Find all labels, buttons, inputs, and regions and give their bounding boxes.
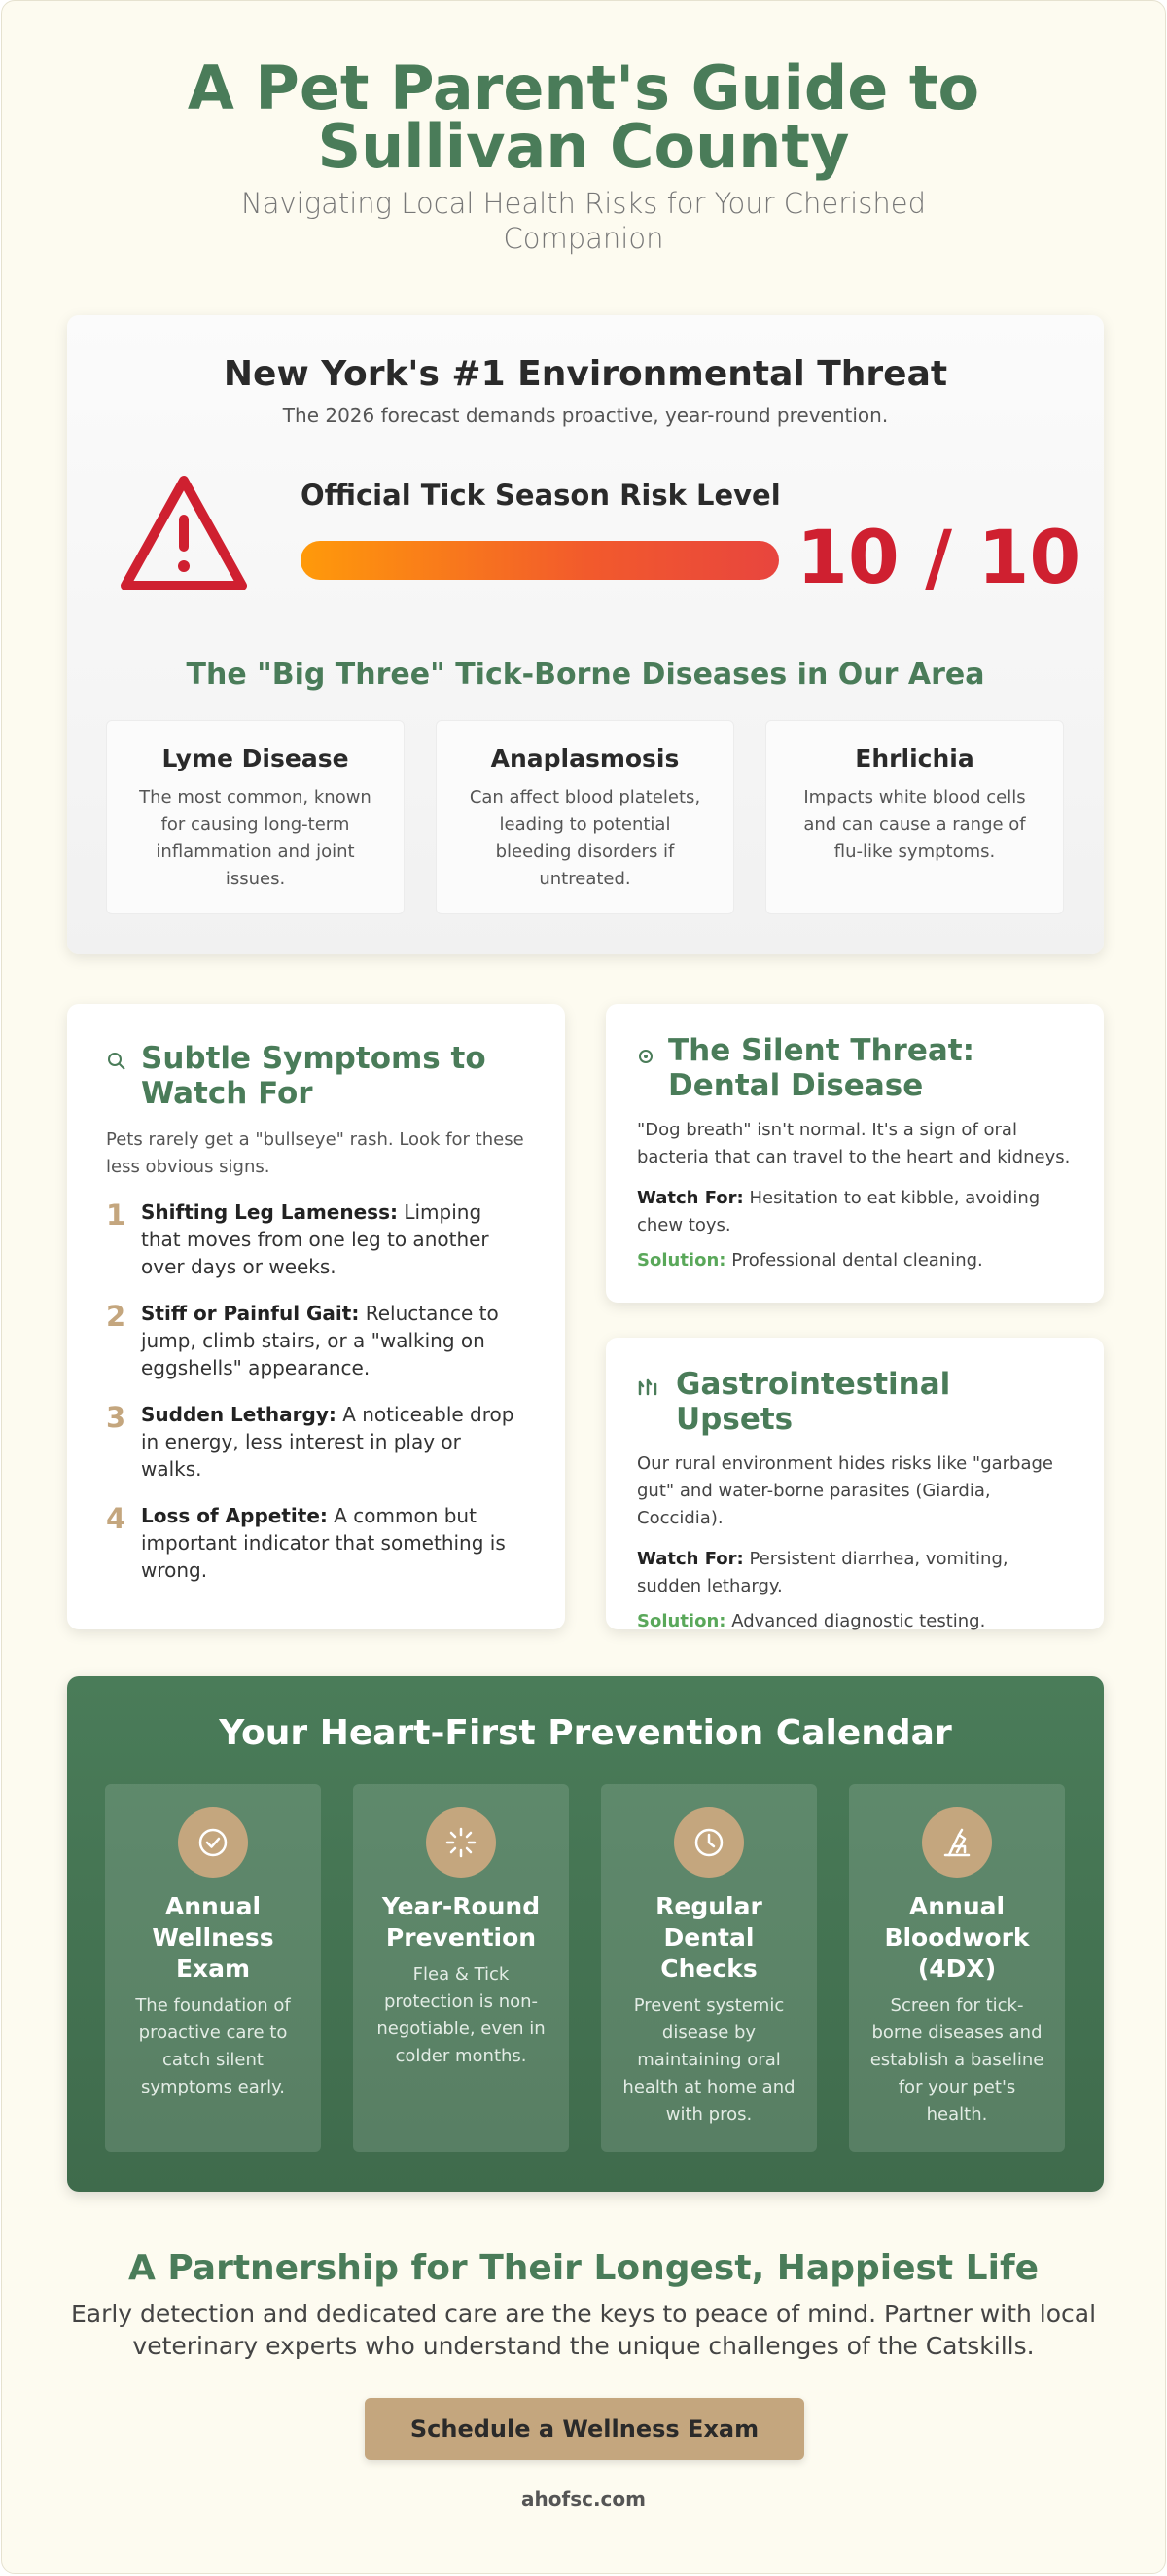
symptom-name: Shifting Leg Lameness: bbox=[141, 1200, 398, 1224]
calendar-title: Your Heart-First Prevention Calendar bbox=[219, 1713, 952, 1753]
solution-text: Professional dental cleaning. bbox=[725, 1250, 983, 1270]
page-title-line2: Sullivan County bbox=[317, 111, 850, 182]
schedule-exam-button[interactable]: Schedule a Wellness Exam bbox=[365, 2398, 804, 2460]
risk-value: 10 / 10 bbox=[796, 514, 1081, 600]
watch-label: Watch For: bbox=[637, 1549, 744, 1569]
partnership-section bbox=[2, 2248, 1165, 2362]
disease-desc: Can affect blood platelets, leading to potential bleeding disorders if untreated. bbox=[469, 787, 701, 889]
threat-subtitle: The 2026 forecast demands proactive, year-round prevention. bbox=[282, 404, 889, 427]
search-icon bbox=[106, 1041, 127, 1111]
infographic-page bbox=[1, 0, 1166, 2574]
spinner-icon bbox=[426, 1807, 496, 1878]
partnership-title: A Partnership for Their Longest, Happiest Life bbox=[127, 2248, 1040, 2288]
calendar-item-prevention bbox=[353, 1784, 569, 2152]
page-title-line1: A Pet Parent's Guide to bbox=[187, 53, 980, 124]
footer-link[interactable]: ahofsc.com bbox=[521, 2487, 646, 2511]
calendar-item-title: Annual Wellness Exam bbox=[152, 1892, 274, 1983]
gi-intro: Our rural environment hides risks like "garbage gut" and water-borne parasites (Giardia, Coccidia). bbox=[637, 1453, 1054, 1528]
partnership-text: Early detection and dedicated care are the keys to peace of mind. Partner with local veterinary experts who understand the unique challenges of the Catskills. bbox=[70, 2300, 1097, 2360]
threat-title: New York's #1 Environmental Threat bbox=[223, 354, 948, 394]
symptom-desc: Reluctance to jump, climb stairs, or a "walking on eggshells" appearance. bbox=[141, 1302, 499, 1379]
gi-title-text: Gastrointestinal Upsets bbox=[676, 1367, 951, 1437]
gi-watch bbox=[637, 1546, 1073, 1600]
calendar-item-desc: The foundation of proactive care to catch silent symptoms early. bbox=[135, 1995, 291, 2097]
disease-name: Lyme Disease bbox=[161, 744, 349, 772]
symptoms-intro: Pets rarely get a "bullseye" rash. Look for these less obvious signs. bbox=[106, 1129, 524, 1177]
symptom-desc: A common but important indicator that something is wrong. bbox=[141, 1504, 506, 1582]
disease-desc: The most common, known for causing long-term inflammation and joint issues. bbox=[139, 787, 371, 889]
check-circle-icon bbox=[178, 1807, 248, 1878]
disease-name: Ehrlichia bbox=[855, 744, 974, 772]
page-title bbox=[2, 53, 1165, 182]
prevention-calendar bbox=[67, 1676, 1104, 2192]
list-item bbox=[106, 1300, 526, 1381]
calendar-item-title: Year-Round Prevention bbox=[381, 1892, 541, 1951]
symptoms-title-text: Subtle Symptoms to Watch For bbox=[141, 1041, 486, 1111]
dental-title-text: The Silent Threat: Dental Disease bbox=[668, 1033, 974, 1103]
watch-label: Watch For: bbox=[637, 1188, 744, 1208]
list-item bbox=[106, 1199, 526, 1280]
calendar-item-desc: Prevent systemic disease by maintaining oral health at home and with pros. bbox=[622, 1995, 796, 2125]
dental-solution bbox=[637, 1247, 1073, 1274]
big-three-title: The "Big Three" Tick-Borne Diseases in Our Area bbox=[186, 658, 985, 692]
clock-icon bbox=[674, 1807, 744, 1878]
calendar-item-title: Annual Bloodwork (4DX) bbox=[884, 1892, 1030, 1983]
list-item bbox=[106, 1502, 526, 1584]
list-number: 1 bbox=[106, 1199, 126, 1232]
watch-text: Persistent diarrhea, vomiting, sudden lethargy. bbox=[637, 1549, 1008, 1596]
disease-name: Anaplasmosis bbox=[490, 744, 680, 772]
list-number: 2 bbox=[106, 1300, 126, 1333]
disease-card-lyme bbox=[106, 720, 405, 914]
risk-level bbox=[67, 471, 1104, 607]
tick-threat-card bbox=[67, 315, 1104, 954]
gi-solution bbox=[637, 1608, 1073, 1635]
dental-watch bbox=[637, 1185, 1073, 1239]
gi-card bbox=[606, 1338, 1104, 1629]
list-number: 3 bbox=[106, 1401, 126, 1434]
disease-card-ehrlichia bbox=[765, 720, 1064, 914]
risk-label: Official Tick Season Risk Level bbox=[301, 479, 781, 512]
symptom-desc: Limping that moves from one leg to another over days or weeks. bbox=[141, 1200, 489, 1278]
calendar-item-bloodwork bbox=[849, 1784, 1065, 2152]
calendar-item-wellness bbox=[105, 1784, 321, 2152]
dental-card bbox=[606, 1004, 1104, 1303]
disease-card-anaplasmosis bbox=[436, 720, 734, 914]
symptom-name: Sudden Lethargy: bbox=[141, 1403, 336, 1426]
gi-title bbox=[637, 1367, 1073, 1437]
solution-label: Solution: bbox=[637, 1250, 726, 1270]
symptoms-list bbox=[106, 1199, 526, 1584]
symptom-desc: A noticeable drop in energy, less interest in play or walks. bbox=[141, 1403, 514, 1481]
symptoms-card bbox=[67, 1004, 565, 1629]
dental-intro: "Dog breath" isn't normal. It's a sign of oral bacteria that can travel to the heart and kidneys. bbox=[637, 1120, 1071, 1167]
watch-text: Hesitation to eat kibble, avoiding chew toys. bbox=[637, 1188, 1041, 1235]
calendar-item-title: Regular Dental Checks bbox=[655, 1892, 762, 1983]
symptoms-title bbox=[106, 1041, 526, 1111]
calendar-item-dental bbox=[601, 1784, 817, 2152]
calendar-item-desc: Screen for tick-borne diseases and establish a baseline for your pet's health. bbox=[869, 1995, 1044, 2125]
calendar-item-desc: Flea & Tick protection is non-negotiable, even in colder months. bbox=[376, 1964, 546, 2066]
list-item bbox=[106, 1401, 526, 1483]
list-number: 4 bbox=[106, 1502, 126, 1535]
stomach-icon bbox=[637, 1367, 662, 1437]
symptom-name: Loss of Appetite: bbox=[141, 1504, 328, 1527]
solution-label: Solution: bbox=[637, 1611, 726, 1631]
disease-desc: Impacts white blood cells and can cause a range of flu-like symptoms. bbox=[803, 787, 1026, 862]
solution-text: Advanced diagnostic testing. bbox=[725, 1611, 986, 1631]
microscope-icon bbox=[922, 1807, 992, 1878]
tooth-icon bbox=[637, 1033, 654, 1103]
symptom-name: Stiff or Painful Gait: bbox=[141, 1302, 360, 1325]
risk-bar bbox=[301, 541, 779, 580]
page-subtitle: Navigating Local Health Risks for Your Cherished Companion bbox=[241, 187, 926, 255]
hero bbox=[2, 1, 1165, 256]
dental-title bbox=[637, 1033, 1073, 1103]
warning-icon bbox=[116, 471, 252, 597]
